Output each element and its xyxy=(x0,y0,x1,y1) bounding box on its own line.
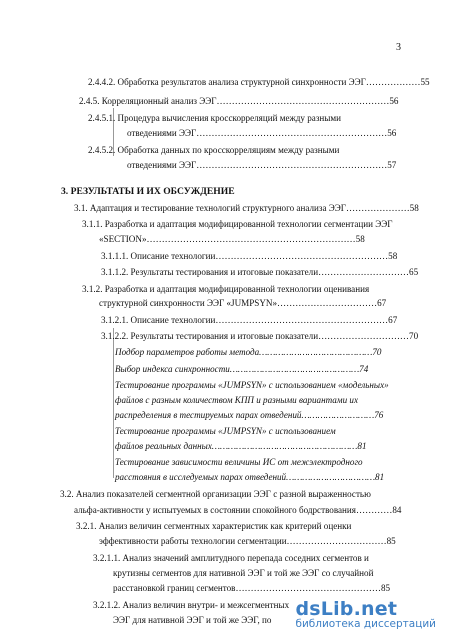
watermark-logo: dsLib.net xyxy=(295,598,398,620)
toc-entry: 2.4.5.1. Процедура вычисления кросскорреляций между разными xyxy=(88,113,342,123)
toc-entry: Выбор индекса синхронности…………………………………………74 xyxy=(115,364,369,374)
toc-entry: 3.1.1.1. Описание технологии…………………………………………………58 xyxy=(101,251,398,261)
toc-entry: 3.1.2. Разработка и адаптация модифицированной технологии оценивания xyxy=(82,284,370,294)
toc-entry: Тестирование зависимости величины ИС от межэлектродного xyxy=(115,457,363,467)
toc-entry: Тестирование программы «JUMPSYN» с использованием «модельных» xyxy=(115,380,389,390)
toc-entry: структурной синхронности ЭЭГ «JUMPSYN»……………………………67 xyxy=(99,298,387,308)
toc-entry: файлов с разным количеством КПП и разными вариантами их xyxy=(115,395,359,405)
section-heading: 3. РЕЗУЛЬТАТЫ И ИХ ОБСУЖДЕНИЕ xyxy=(61,186,235,197)
toc-entry: «SECTION»……………………………………………………………58 xyxy=(99,234,365,244)
toc-entry: крутизны сегментов для нативной ЭЭГ и той же ЭЭГ со случайной xyxy=(113,568,374,578)
toc-entry: 3.1.1.2. Результаты тестирования и итоговые показатели…………………………65 xyxy=(101,267,419,277)
toc-entry: распределения в тестируемых парах отведений………………………76 xyxy=(115,410,384,420)
toc-entry: Тестирование программы «JUMPSYN» с использованием xyxy=(115,426,336,436)
toc-entry: альфа-активности у испытуемых в состоянии спокойного бодрствования…………84 xyxy=(74,505,402,515)
toc-entry: Подбор параметров работы метода……………………………………70 xyxy=(115,347,382,357)
margin-rule xyxy=(113,328,114,478)
watermark-subtitle: библиотека диссертаций xyxy=(295,618,436,630)
toc-entry: 3.2. Анализ показателей сегментной организации ЭЭГ с разной выраженностью xyxy=(60,489,371,499)
toc-entry: 3.1.2.2. Результаты тестирования и итоговые показатели…………………………70 xyxy=(101,331,419,341)
toc-entry: отведениями ЭЭГ………………………………………………………56 xyxy=(127,128,397,138)
toc-entry: расстояния в исследуемых парах отведений……………………………81 xyxy=(115,472,385,482)
watermark xyxy=(295,598,436,630)
toc-entry: 3.1.1. Разработка и адаптация модифицированной технологии сегментации ЭЭГ xyxy=(82,219,393,229)
toc-entry: 2.4.4.2. Обработка результатов анализа структурной синхронности ЭЭГ………………55 xyxy=(88,77,430,87)
toc-entry: расстановкой границ сегментов…………………………………………85 xyxy=(113,583,391,593)
toc-entry: 3.2.1.1. Анализ значений амплитудного перепада соседних сегментов и xyxy=(93,553,369,563)
toc-entry: эффективности работы технологии сегментации……………………………85 xyxy=(99,536,396,546)
toc-entry: 2.4.5. Корреляционный анализ ЭЭГ…………………………………………………56 xyxy=(79,96,399,106)
page-number: 3 xyxy=(396,42,401,53)
toc-entry: 3.2.1. Анализ величин сегментных характеристик как критерий оценки xyxy=(76,521,352,531)
toc-entry: 3.1. Адаптация и тестирование технологий структурного анализа ЭЭГ…………………58 xyxy=(74,203,419,213)
toc-entry: файлов реальных данных………………………………………………81 xyxy=(115,441,367,451)
toc-entry: 3.2.1.2. Анализ величин внутри- и межсегментных xyxy=(93,600,290,610)
toc-entry: 3.1.2.1. Описание технологии…………………………………………………67 xyxy=(101,315,398,325)
toc-entry: отведениями ЭЭГ………………………………………………………57 xyxy=(127,160,397,170)
toc-entry: 2.4.5.2. Обработка данных по кросскорреляциям между разными xyxy=(88,145,340,155)
toc-entry: ЭЭГ для нативной ЭЭГ и той же ЭЭГ, по xyxy=(113,615,272,625)
